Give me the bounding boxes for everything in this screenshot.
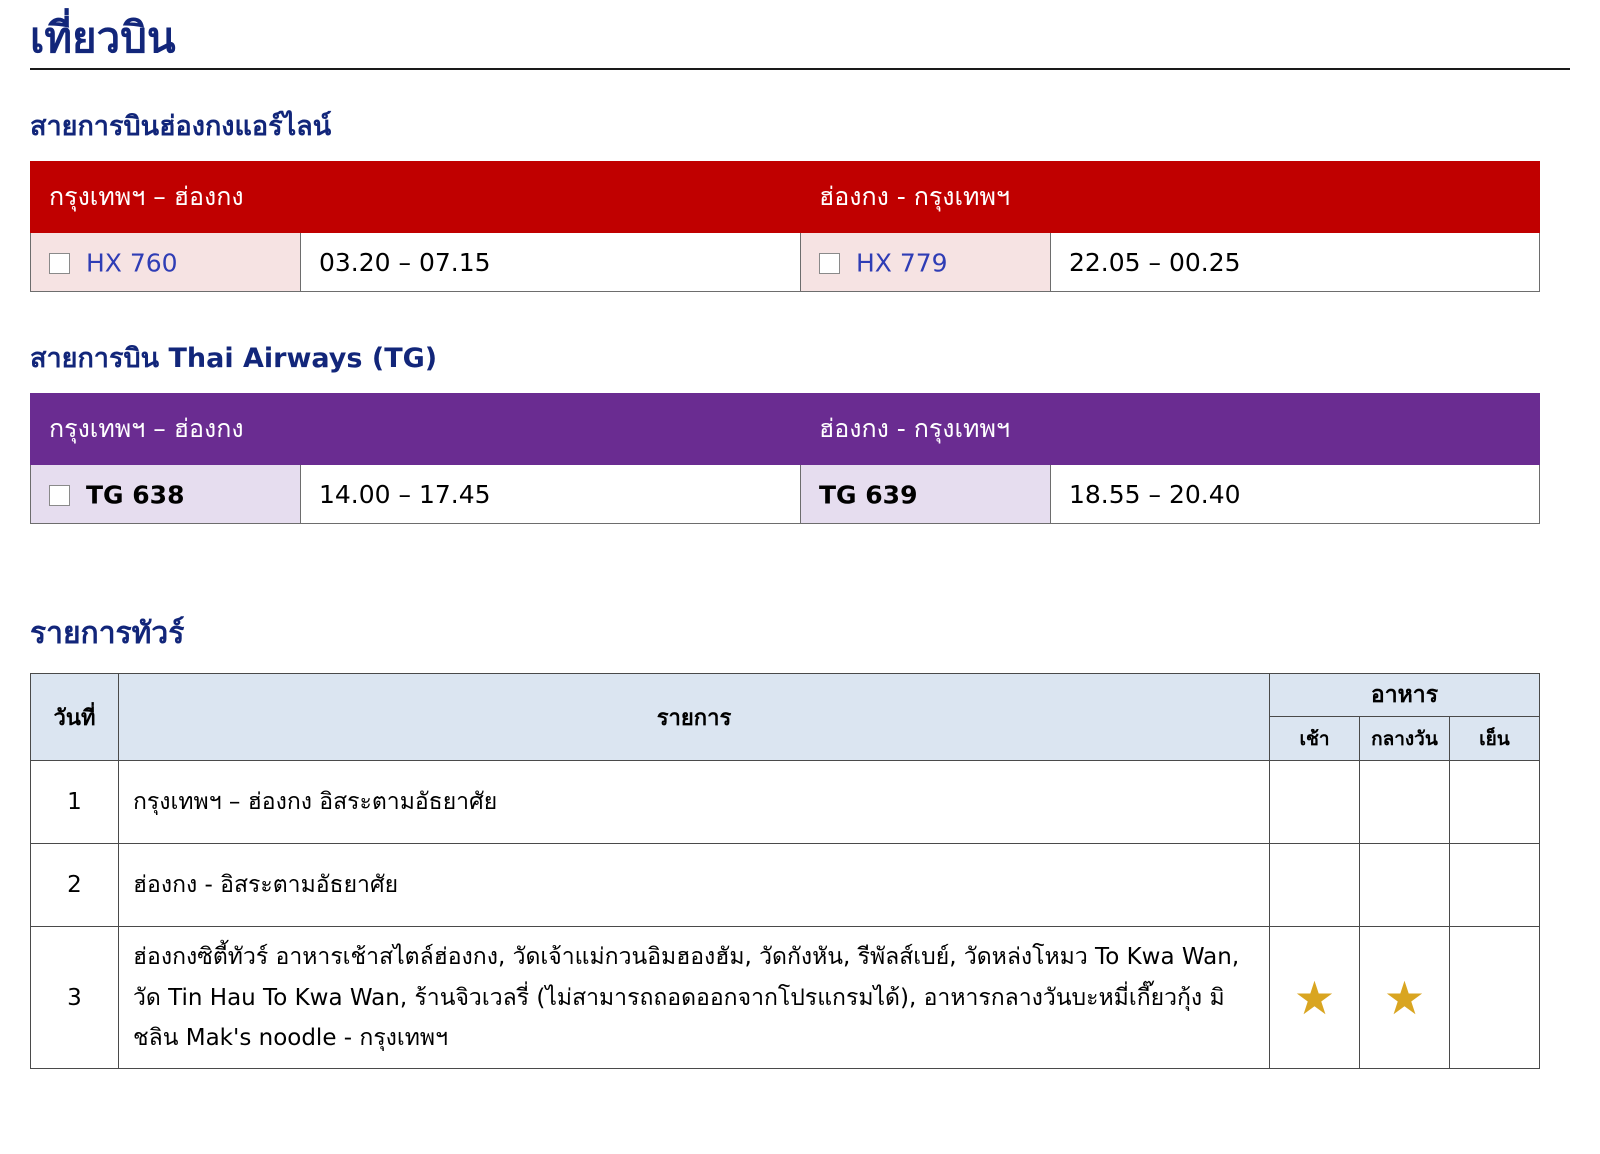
cell-day: 3: [31, 927, 119, 1069]
table-row: [31, 233, 1540, 292]
table-header-row: [31, 162, 1540, 233]
cell-dinner: [1449, 844, 1539, 927]
column-header-outbound-tg: กรุงเทพฯ – ฮ่องกง: [31, 394, 801, 465]
flight-cell-tg-outbound[interactable]: [31, 465, 301, 524]
table-row: [31, 465, 1540, 524]
column-header-list: รายการ: [119, 674, 1270, 761]
flight-table-tg: [30, 393, 1540, 524]
cell-breakfast: [1269, 761, 1359, 844]
page-title: เที่ยวบิน: [30, 13, 176, 62]
flight-time-tg-outbound: 14.00 – 17.45: [301, 465, 801, 524]
column-header-outbound-hx: กรุงเทพฯ – ฮ่องกง: [31, 162, 801, 233]
flight-number-tg-outbound: TG 638: [86, 480, 185, 510]
table-header-row: [31, 394, 1540, 465]
column-header-breakfast: เช้า: [1269, 716, 1359, 761]
flight-time-hx-outbound: 03.20 – 07.15: [301, 233, 801, 292]
column-header-lunch: กลางวัน: [1359, 716, 1449, 761]
table-row: [31, 761, 1540, 844]
section-heading-tg: สายการบิน Thai Airways (TG): [30, 343, 438, 375]
flight-number-hx-outbound: HX 760: [86, 248, 178, 278]
tour-table: [30, 673, 1540, 1069]
section-heading-tour: รายการทัวร์: [30, 616, 185, 652]
checkbox-tg-outbound[interactable]: [49, 485, 70, 506]
cell-day: 1: [31, 761, 119, 844]
column-header-dinner: เย็น: [1449, 716, 1539, 761]
cell-breakfast: ★: [1269, 927, 1359, 1069]
cell-day: 2: [31, 844, 119, 927]
cell-lunch: ★: [1359, 927, 1449, 1069]
flight-cell-hx-inbound[interactable]: [801, 233, 1051, 292]
cell-itinerary: ฮ่องกงซิตี้ทัวร์ อาหารเช้าสไตล์ฮ่องกง, วัดเจ้าแม่กวนอิมฮองฮัม, วัดกังหัน, รีพัลส์เบย์, วัดหล่งโหมว To Kwa Wan, วัด Tin Hau To Kwa Wan, ร้านจิวเวลรี่ (ไม่สามารถถอดออกจากโปรแกรมได้), อาหารกลางวันบะหมี่เกี๊ยวกุ้ง มิชลิน Mak's noodle - กรุงเทพฯ: [119, 927, 1270, 1069]
cell-dinner: [1449, 761, 1539, 844]
cell-itinerary: กรุงเทพฯ – ฮ่องกง อิสระตามอัธยาศัย: [119, 761, 1270, 844]
checkbox-hx-inbound[interactable]: [819, 253, 840, 274]
flight-cell-hx-outbound[interactable]: [31, 233, 301, 292]
column-header-inbound-hx: ฮ่องกง - กรุงเทพฯ: [801, 162, 1540, 233]
section-heading-hx: สายการบินฮ่องกงแอร์ไลน์: [30, 111, 332, 143]
column-header-date: วันที่: [31, 674, 119, 761]
flight-number-tg-inbound: TG 639: [819, 480, 918, 510]
cell-itinerary: ฮ่องกง - อิสระตามอัธยาศัย: [119, 844, 1270, 927]
checkbox-hx-outbound[interactable]: [49, 253, 70, 274]
cell-dinner: [1449, 927, 1539, 1069]
flight-table-hx: [30, 161, 1540, 292]
flight-time-tg-inbound: 18.55 – 20.40: [1051, 465, 1540, 524]
table-row: [31, 927, 1540, 1069]
flight-number-hx-inbound: HX 779: [856, 248, 948, 278]
cell-lunch: [1359, 844, 1449, 927]
column-header-inbound-tg: ฮ่องกง - กรุงเทพฯ: [801, 394, 1540, 465]
table-row: [31, 844, 1540, 927]
flight-time-hx-inbound: 22.05 – 00.25: [1051, 233, 1540, 292]
flight-cell-tg-inbound[interactable]: [801, 465, 1051, 524]
cell-breakfast: [1269, 844, 1359, 927]
column-header-food: อาหาร: [1269, 674, 1539, 716]
table-header-row: [31, 674, 1540, 716]
cell-lunch: [1359, 761, 1449, 844]
title-divider: [30, 68, 1570, 70]
